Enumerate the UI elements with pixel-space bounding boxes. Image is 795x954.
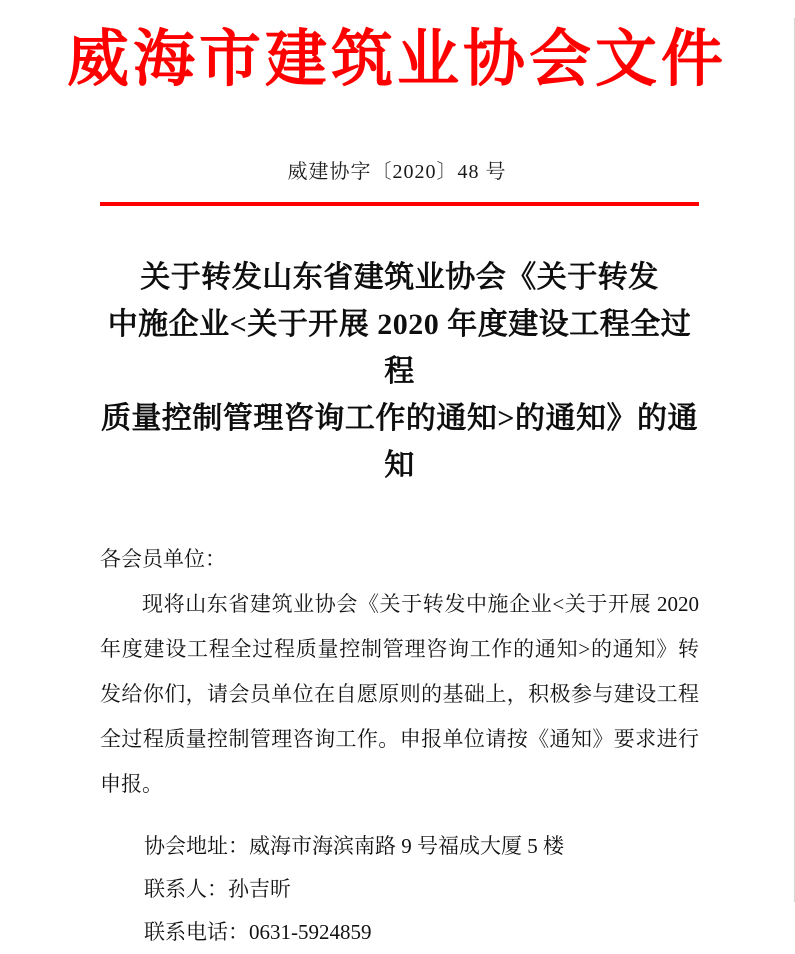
body-line: 全过程质量控制管理咨询工作。申报单位请按《通知》要求进行	[100, 727, 699, 751]
document-title-line: 中施企业<关于开展 2020 年度建设工程全过程	[107, 308, 692, 388]
contact-phone: 联系电话：0631-5924859	[144, 920, 372, 944]
document-title-line: 质量控制管理咨询工作的通知>的通知》的通知	[100, 402, 699, 482]
contact-person: 联系人：孙吉昕	[144, 877, 291, 901]
document-title-line: 关于转发山东省建筑业协会《关于转发	[140, 261, 659, 294]
body-line: 现将山东省建筑业协会《关于转发中施企业<关于开展 2020	[142, 592, 699, 616]
org-header-title: 威海市建筑业协会文件	[66, 26, 727, 94]
body-line: 申报。	[100, 772, 163, 796]
red-divider-line	[100, 202, 699, 206]
official-document-page	[0, 18, 795, 944]
body-paragraph	[100, 582, 699, 807]
contact-address: 协会地址：威海市海滨南路 9 号福成大厦 5 楼	[144, 834, 564, 858]
body-line: 发给你们，请会员单位在自愿原则的基础上，积极参与建设工程	[100, 682, 699, 706]
contact-info	[100, 825, 699, 954]
salutation: 各会员单位：	[100, 547, 226, 571]
body-line: 年度建设工程全过程质量控制管理咨询工作的通知>的通知》转	[100, 637, 699, 661]
document-title	[100, 254, 699, 489]
doc-number: 威建协字〔2020〕48 号	[287, 161, 507, 183]
